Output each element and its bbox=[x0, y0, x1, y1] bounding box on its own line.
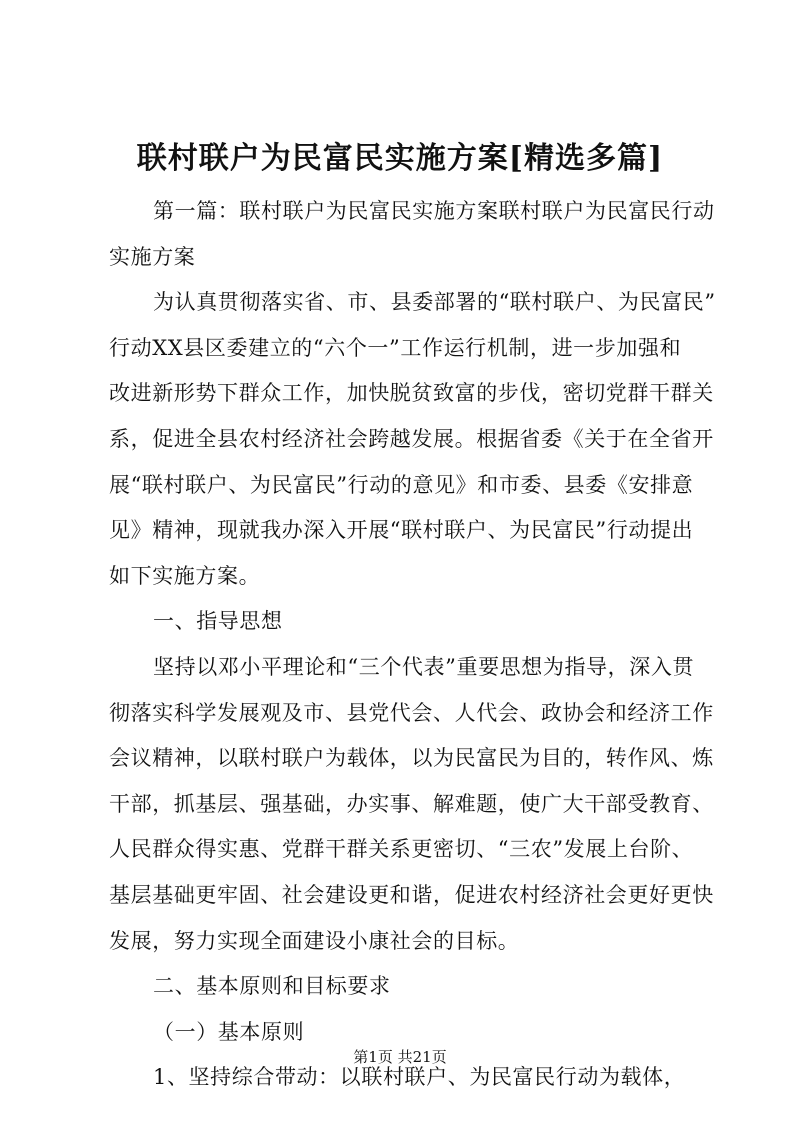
body-line: 彻落实科学发展观及市、县党代会、人代会、政协会和经济工作 bbox=[109, 700, 714, 725]
section-heading: 二、基本原则和目标要求 bbox=[153, 974, 391, 999]
page-number-footer: 第1页 共21页 bbox=[353, 1048, 447, 1066]
body-line: 行动XX县区委建立的“六个一”工作运行机制，进一步加强和 bbox=[109, 335, 682, 360]
body-line: 人民群众得实惠、党群干群关系更密切、“三农”发展上台阶、 bbox=[109, 837, 694, 862]
body-line: 展“联村联户、为民富民”行动的意见》和市委、县委《安排意 bbox=[109, 472, 694, 497]
body-line: 系，促进全县农村经济社会跨越发展。根据省委《关于在全省开 bbox=[109, 426, 714, 451]
body-line: 第一篇：联村联户为民富民实施方案联村联户为民富民行动 bbox=[153, 199, 715, 223]
body-line: 基层基础更牢固、社会建设更和谐，促进农村经济社会更好更快 bbox=[109, 882, 714, 907]
body-line: 1、坚持综合带动：以联村联户、为民富民行动为载体， bbox=[153, 1065, 686, 1090]
body-line: 会议精神，以联村联户为载体，以为民富民为目的，转作风、炼 bbox=[109, 746, 714, 771]
body-line: 干部，抓基层、强基础，办实事、解难题，使广大干部受教育、 bbox=[109, 791, 714, 816]
body-line: 发展，努力实现全面建设小康社会的目标。 bbox=[109, 928, 520, 953]
body-line: 见》精神，现就我办深入开展“联村联户、为民富民”行动提出 bbox=[109, 518, 694, 543]
subsection-heading: （一）基本原则 bbox=[153, 1019, 305, 1044]
section-heading: 一、指导思想 bbox=[153, 609, 283, 634]
document-body bbox=[109, 189, 716, 1101]
body-line: 为认真贯彻落实省、市、县委部署的“联村联户、为民富民” bbox=[153, 290, 716, 315]
body-line: 实施方案 bbox=[109, 244, 196, 269]
body-line: 如下实施方案。 bbox=[109, 563, 261, 588]
document-title: 联村联户为民富民实施方案[精选多篇] bbox=[136, 141, 664, 176]
body-line: 坚持以邓小平理论和“三个代表”重要思想为指导，深入贯 bbox=[153, 654, 695, 679]
body-line: 改进新形势下群众工作，加快脱贫致富的步伐，密切党群干群关 bbox=[109, 381, 714, 406]
